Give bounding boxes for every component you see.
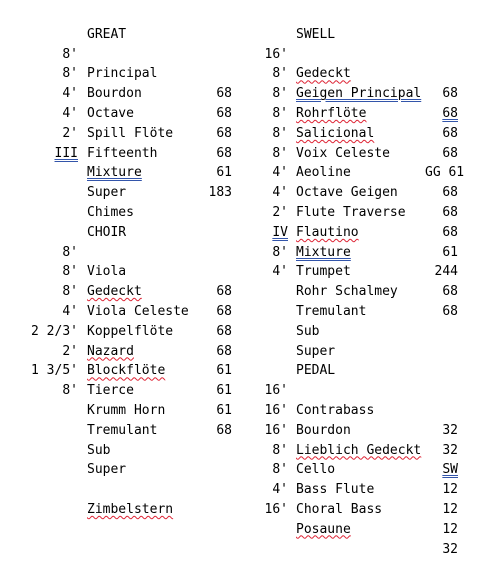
stop-name: Nazard bbox=[87, 343, 134, 359]
choir-heading: CHOIR bbox=[87, 224, 127, 240]
stop-name: Bass Flute bbox=[296, 482, 375, 498]
stop-name: Salicional bbox=[296, 125, 375, 141]
stop-name: Mixture bbox=[296, 244, 351, 260]
stop-name: Mixture bbox=[87, 165, 142, 181]
stop-count: 12 bbox=[442, 521, 458, 537]
zimbelstern-row bbox=[0, 480, 245, 517]
pedal-heading-row bbox=[245, 342, 490, 379]
stop-size: 8' bbox=[272, 125, 288, 141]
stop-size: 8' bbox=[272, 244, 288, 260]
stop-name: Geigen Principal bbox=[296, 86, 422, 102]
stop-name: Bourdon bbox=[87, 86, 142, 102]
stop-count: 68 bbox=[216, 105, 232, 121]
stop-count: 61 bbox=[442, 244, 458, 260]
stop-size: IV bbox=[272, 224, 288, 240]
stop-size: 4' bbox=[62, 105, 78, 121]
stop-name: Gedeckt bbox=[296, 66, 351, 82]
stop-count: 68 bbox=[216, 125, 232, 141]
stop-name: Lieblich Gedeckt bbox=[296, 442, 422, 458]
stop-size: 4' bbox=[62, 86, 78, 102]
choir-heading-row bbox=[0, 203, 245, 240]
left-column bbox=[0, 5, 245, 517]
stop-size: 8' bbox=[272, 462, 288, 478]
stop-name: Choral Bass bbox=[296, 501, 383, 517]
stop-size: 8' bbox=[272, 442, 288, 458]
stop-count: 61 bbox=[216, 165, 232, 181]
stop-name: Octave Geigen bbox=[296, 185, 398, 201]
stop-size: 4' bbox=[272, 165, 288, 181]
stop-name: Super bbox=[87, 185, 127, 201]
stop-name: Viola Celeste bbox=[87, 303, 189, 319]
stop-name: Sub bbox=[296, 323, 320, 339]
stop-name: Flute Traverse bbox=[296, 204, 406, 220]
stop-size: 2' bbox=[62, 125, 78, 141]
stop-name: Flautino bbox=[296, 224, 359, 240]
stop-count: 68 bbox=[442, 224, 458, 240]
stop-count: 68 bbox=[216, 145, 232, 161]
stop-count: 68 bbox=[442, 86, 458, 102]
stop-name: Blockflöte bbox=[87, 363, 166, 379]
great-heading: GREAT bbox=[87, 26, 127, 42]
stop-size: 16' bbox=[264, 422, 288, 438]
stop-count: 68 bbox=[442, 185, 458, 201]
stop-count: 68 bbox=[442, 105, 458, 121]
stop-count: 32 bbox=[442, 442, 458, 458]
stop-size: 4' bbox=[272, 185, 288, 201]
stop-count: 12 bbox=[442, 482, 458, 498]
stop-name: Chimes bbox=[87, 204, 134, 220]
stop-size: 8' bbox=[62, 66, 78, 82]
stop-size: 8' bbox=[62, 264, 78, 280]
stop-name: Super bbox=[87, 462, 127, 478]
stop-count: 68 bbox=[216, 86, 232, 102]
stop-size: 4' bbox=[272, 264, 288, 280]
stop-name: Sub bbox=[87, 442, 111, 458]
stop-name: Aeoline bbox=[296, 165, 351, 181]
stop-count: 68 bbox=[216, 343, 232, 359]
stop-name: Principal bbox=[87, 66, 158, 82]
stop-size: 8' bbox=[62, 284, 78, 300]
stop-size: 16' bbox=[264, 383, 288, 399]
stop-count: 68 bbox=[442, 125, 458, 141]
stop-count: 68 bbox=[442, 204, 458, 220]
stop-size: 8' bbox=[272, 145, 288, 161]
pedal-heading: PEDAL bbox=[296, 363, 336, 379]
stop-size: 8' bbox=[62, 244, 78, 260]
stop-size: 16' bbox=[264, 46, 288, 62]
stop-count: 61 bbox=[216, 363, 232, 379]
stop-size: 8' bbox=[62, 46, 78, 62]
stop-name: Cello bbox=[296, 462, 336, 478]
stop-name: Contrabass bbox=[296, 402, 375, 418]
stop-count: GG 61 bbox=[425, 165, 465, 181]
stop-count: 244 bbox=[434, 264, 458, 280]
right-column bbox=[245, 5, 490, 557]
stop-size: 2 2/3' bbox=[31, 323, 78, 339]
stop-count: 68 bbox=[216, 284, 232, 300]
zimbelstern-label: Zimbelstern bbox=[87, 501, 174, 517]
stop-name: Spill Flöte bbox=[87, 125, 174, 141]
stop-count: 183 bbox=[208, 185, 232, 201]
stop-name: Voix Celeste bbox=[296, 145, 390, 161]
stop-count: 32 bbox=[442, 422, 458, 438]
stop-size: 2' bbox=[272, 204, 288, 220]
stop-name: Koppelflöte bbox=[87, 323, 174, 339]
stop-name: Trumpet bbox=[296, 264, 351, 280]
stop-name: Super bbox=[296, 343, 336, 359]
stop-size: III bbox=[54, 145, 78, 161]
swell-heading-row bbox=[245, 5, 490, 42]
stop-count: 12 bbox=[442, 501, 458, 517]
stop-name: Tremulant bbox=[87, 422, 158, 438]
stop-size: 16' bbox=[264, 402, 288, 418]
stop-size: 8' bbox=[272, 86, 288, 102]
stop-name: Bourdon bbox=[296, 422, 351, 438]
swell-heading: SWELL bbox=[296, 26, 336, 42]
stop-name: Fifteenth bbox=[87, 145, 158, 161]
stop-size: 8' bbox=[272, 66, 288, 82]
stop-count: 61 bbox=[216, 383, 232, 399]
stop-size: 4' bbox=[272, 482, 288, 498]
stop-size: 8' bbox=[62, 383, 78, 399]
stop-name: Krumm Horn bbox=[87, 402, 166, 418]
stop-size: 16' bbox=[264, 501, 288, 517]
stop-count: 68 bbox=[216, 323, 232, 339]
stop-count: 68 bbox=[442, 284, 458, 300]
stop-name: Viola bbox=[87, 264, 127, 280]
stop-count: 32 bbox=[442, 541, 458, 557]
stop-count: 61 bbox=[216, 402, 232, 418]
stop-size: 4' bbox=[62, 303, 78, 319]
stop-name: Tremulant bbox=[296, 303, 367, 319]
stop-name: Octave bbox=[87, 105, 134, 121]
stop-name: Tierce bbox=[87, 383, 134, 399]
stop-name: Rohr Schalmey bbox=[296, 284, 398, 300]
stop-size: 8' bbox=[272, 105, 288, 121]
stop-size: 2' bbox=[62, 343, 78, 359]
stop-count: SW bbox=[442, 462, 458, 478]
stop-count: 68 bbox=[442, 145, 458, 161]
stop-count: 68 bbox=[216, 303, 232, 319]
stop-name: Rohrflöte bbox=[296, 105, 367, 121]
stop-count: 68 bbox=[216, 422, 232, 438]
stop-count: 68 bbox=[442, 303, 458, 319]
stop-name: Posaune bbox=[296, 521, 351, 537]
great-heading-row bbox=[0, 5, 245, 42]
stop-name: Gedeckt bbox=[87, 284, 142, 300]
stop-size: 1 3/5' bbox=[31, 363, 78, 379]
